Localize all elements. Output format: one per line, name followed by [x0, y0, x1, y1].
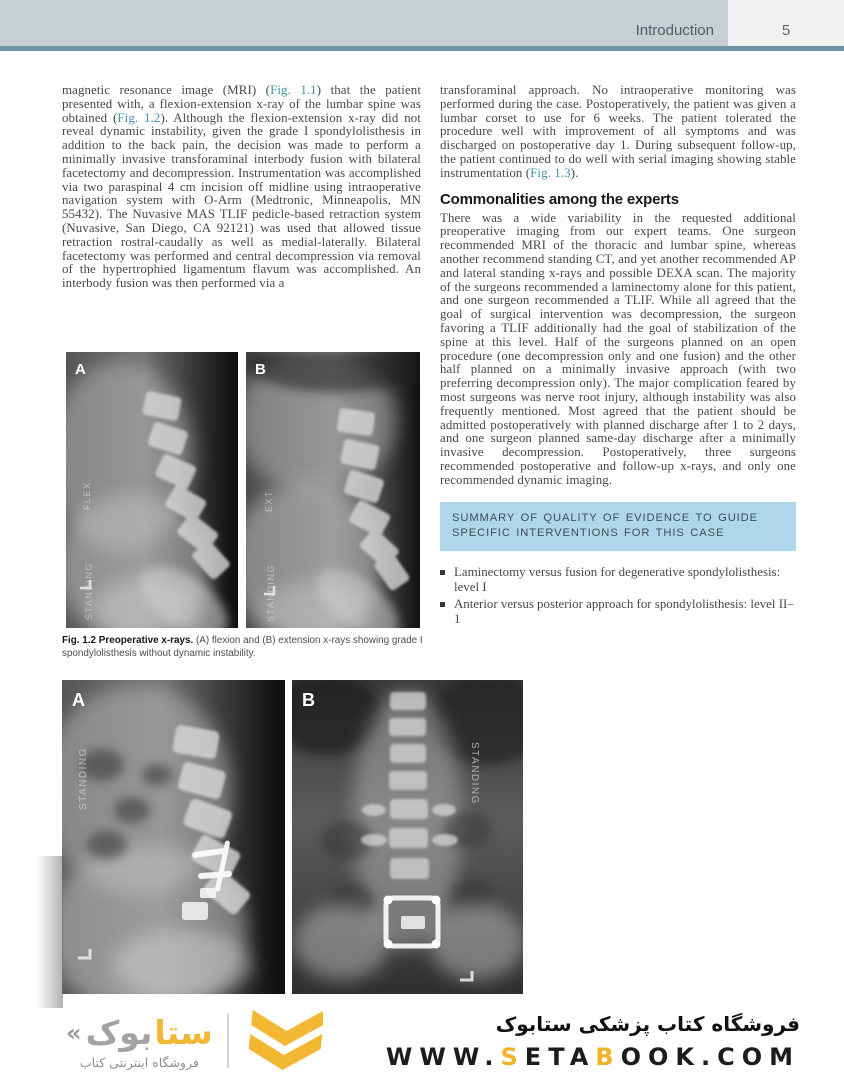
fig-1-2-panel-a-label: A	[75, 361, 86, 378]
fig-1-2-caption-text: (A) flexion and (B) extension x-rays showing grade I spondylolisthesis without dynamic instability.	[62, 635, 423, 659]
chevron-logo-icon	[243, 1008, 323, 1074]
text-run: ).	[570, 165, 579, 180]
setabook-logo[interactable]	[66, 1008, 323, 1074]
logo-divider	[227, 1014, 229, 1068]
url-accent-letter: S	[500, 1043, 525, 1071]
list-item-text: Laminectomy versus fusion for degenerative spondylolisthesis: level I	[454, 564, 781, 594]
list-item-text: Anterior versus posterior approach for spondylolisthesis: level II–1	[454, 596, 794, 626]
logo-text-block	[66, 1013, 213, 1070]
url-part: OOK.COM	[620, 1043, 800, 1071]
page-scan-shadow	[36, 856, 63, 1008]
summary-evidence-box	[440, 502, 796, 551]
fig-1-2-panel-b-marker-standing: STANDING	[266, 564, 276, 622]
square-bullet-icon	[440, 570, 445, 575]
fig-1-2-panel-a-marker-standing: STANDING	[84, 562, 94, 620]
fig-1-2-panel-b-label: B	[255, 361, 266, 378]
fig-1-3-link[interactable]: Fig. 1.3	[530, 165, 571, 180]
list-item	[440, 597, 796, 627]
fig-1-3-panel-a-label: A	[72, 690, 85, 710]
right-column	[440, 84, 796, 629]
store-url-link[interactable]	[386, 1043, 800, 1071]
fig-1-2-panel-b-xray	[246, 352, 420, 628]
list-item	[440, 565, 796, 595]
logo-brand-yellow: ستا	[154, 1012, 213, 1052]
header-rule	[0, 46, 844, 51]
left-column	[62, 84, 421, 291]
logo-brand-gray: بوک	[85, 1012, 153, 1052]
fig-1-3-panel-b-marker-standing: STANDING	[469, 742, 480, 805]
header-page-cell	[728, 0, 844, 46]
summary-evidence-title: SUMMARY OF QUALITY OF EVIDENCE TO GUIDE SPECIFIC INTERVENTIONS FOR THIS CASE	[452, 511, 759, 539]
fig-1-3-panel-b-label: B	[302, 690, 315, 710]
fig-1-3-panel-a-xray	[62, 680, 285, 994]
url-part: WWW.	[385, 1043, 501, 1071]
url-accent-letter: B	[595, 1043, 621, 1071]
logo-brand-word	[66, 1013, 213, 1053]
store-title: فروشگاه کتاب پزشکی ستابوک	[495, 1012, 800, 1036]
fig-1-2-caption	[62, 634, 426, 660]
text-run: ). Although the flexion-extension x-ray did not reveal dynamic instability, given the grade I spondylolisthesis in addition to the back pain, the decision was made to perform a minimally invasive transforaminal interbody fusion with bilateral facetectomy and decompression. Instrumentation was accomplished via two paraspinal 4 cm incision off midline using intraoperative navigation system with O-Arm (Medtronic, Minneapolis, MN 55432). The Nuvasive MAS TLIF pedicle-based retraction system (Nuvasive, San Diego, CA 92121) was used that allowed tissue retraction rostral-caudally as well as medial-laterally. Bilateral facetectomy was performed and central decompression via removal of the hypertrophied ligamentum flavum was accomplished. An interbody fusion was then performed via a	[62, 110, 421, 291]
text-run: ) that the patient presented with, a flexion-extension x-ray of the lumbar spine was obtained (	[62, 83, 421, 125]
logo-tagline: فروشگاه اینترنتی کتاب	[79, 1054, 199, 1070]
fig-1-3-panel-b-xray	[292, 680, 523, 994]
fig-1-2-caption-title: Preoperative x-rays.	[96, 635, 194, 646]
evidence-bullet-list	[440, 565, 796, 627]
left-paragraph	[62, 84, 421, 291]
fig-1-2-caption-label: Fig. 1.2	[62, 635, 97, 646]
header-band	[0, 0, 728, 46]
url-part: ETA	[524, 1043, 596, 1071]
fig-1-3-panel-a-marker-standing: STANDING	[78, 747, 89, 810]
fig-1-2-link[interactable]: Fig. 1.2	[117, 110, 161, 125]
header-section-title: Introduction	[635, 22, 714, 39]
text-run: magnetic resonance image (MRI) (	[62, 83, 271, 97]
fig-1-2-panel-b-marker-ext: EXT	[264, 489, 274, 512]
fig-1-1-link[interactable]: Fig. 1.1	[270, 83, 317, 97]
text-run: transforaminal approach. No intraoperative monitoring was performed during the case. Postoperatively, the patient was given a lumbar corset to use for 6 weeks. The patient tolerated the procedure well with improvement of all symptoms and was discharged on postoperative day 1. During subsequent follow-up, the patient continued to do well with serial imaging showing stable instrumentation (	[440, 83, 796, 180]
page-number: 5	[781, 22, 791, 39]
fig-1-2-panel-a-marker-flex: FLEX	[82, 481, 92, 510]
footer-store-block	[386, 1010, 800, 1071]
section-heading: Commonalities among the experts	[440, 190, 679, 208]
square-bullet-icon	[440, 602, 445, 607]
right-paragraph-2: There was a wide variability in the requested additional preoperative imaging from our expert teams. One surgeon recommended MRI of the thoracic and lumbar spine, whereas another recommend standing CT, and yet another recommended AP and lateral standing x-rays and possible DEXA scan. The majority of the surgeons recommended a laminectomy alone for this patient, and one surgeon recommended a TLIF. While all agreed that the goal of surgical intervention was decompression, the surgeon favoring a TLIF additionally had the goal of stabilization of the spine at this level. Half of the surgeons planned on an open procedure (one decompression only and one fusion) and the other half planned on a minimally invasive approach (with two preferring decompression only). The major complication feared by most surgeons was nerve root injury, although instability was also frequently mentioned. Most agreed that the patient should be admitted postoperatively with planned discharge after 1 to 2 days, and one surgeon planned same-day discharge after a minimally invasive decompression. Postoperatively, three surgeons recommended postoperative and follow-up x-rays, and only one recommended dynamic imaging.	[440, 210, 796, 487]
right-paragraph-1	[440, 84, 796, 181]
fig-1-2-panel-a-xray	[66, 352, 238, 628]
guillemet-icon: «	[66, 1018, 82, 1047]
